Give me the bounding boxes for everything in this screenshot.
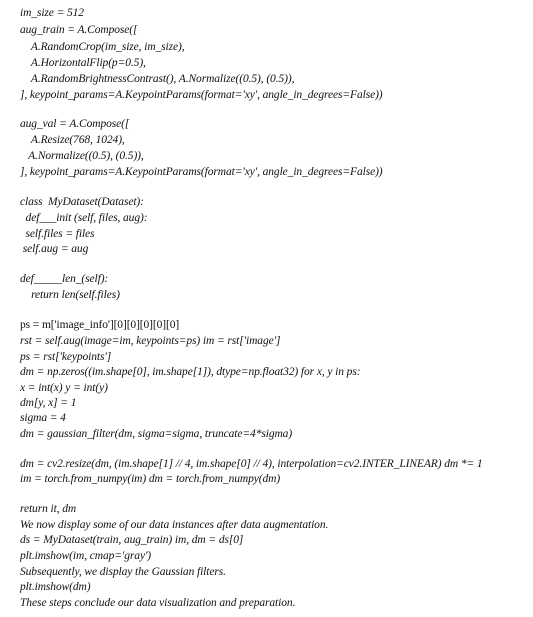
code-line: rst = self.aug(image=im, keypoints=ps) im = rst['image'] bbox=[20, 335, 281, 347]
code-line: plt.imshow(dm) bbox=[20, 581, 91, 593]
prose-line: These steps conclude our data visualization and preparation. bbox=[20, 597, 296, 609]
code-line: A.RandomBrightnessContrast(), A.Normalize((0.5), (0.5)), bbox=[20, 73, 295, 85]
code-line: im = torch.from_numpy(im) dm = torch.from_numpy(dm) bbox=[20, 473, 281, 485]
code-line: self.aug = aug bbox=[20, 243, 89, 255]
prose-line: We now display some of our data instances after data augmentation. bbox=[20, 519, 329, 531]
code-line: A.Normalize((0.5), (0.5)), bbox=[20, 150, 144, 162]
code-line: x = int(x) y = int(y) bbox=[20, 382, 108, 394]
code-line: ps = m['image_info'][0][0][0][0][0] bbox=[20, 319, 180, 331]
code-line: dm = cv2.resize(dm, (im.shape[1] // 4, im.shape[0] // 4), interpolation=cv2.INTER_LINEAR) dm *= 1 bbox=[20, 458, 483, 470]
code-line: def_____len_(self): bbox=[20, 273, 109, 285]
code-line: ds = MyDataset(train, aug_train) im, dm = ds[0] bbox=[20, 534, 244, 546]
code-line: ps = rst['keypoints'] bbox=[20, 351, 112, 363]
code-line: return it, dm bbox=[20, 503, 77, 515]
code-line: dm[y, x] = 1 bbox=[20, 397, 77, 409]
code-line: return len(self.files) bbox=[20, 289, 120, 301]
code-line: A.HorizontalFlip(p=0.5), bbox=[20, 57, 146, 69]
prose-line: Subsequently, we display the Gaussian filters. bbox=[20, 566, 226, 578]
code-line: aug_train = A.Compose([ bbox=[20, 24, 138, 36]
code-line: self.files = files bbox=[20, 228, 95, 240]
code-line: dm = np.zeros((im.shape[0], im.shape[1]), dtype=np.float32) for x, y in ps: bbox=[20, 366, 361, 378]
code-line: plt.imshow(im, cmap='gray') bbox=[20, 550, 152, 562]
code-line: def___init (self, files, aug): bbox=[20, 212, 148, 224]
code-line: ], keypoint_params=A.KeypointParams(format='xy', angle_in_degrees=False)) bbox=[20, 166, 383, 178]
code-line: A.Resize(768, 1024), bbox=[20, 134, 125, 146]
code-line: ], keypoint_params=A.KeypointParams(format='xy', angle_in_degrees=False)) bbox=[20, 89, 383, 101]
code-line: aug_val = A.Compose([ bbox=[20, 118, 130, 130]
code-line: im_size = 512 bbox=[20, 7, 84, 19]
code-line: A.RandomCrop(im_size, im_size), bbox=[20, 41, 185, 53]
code-line: dm = gaussian_filter(dm, sigma=sigma, truncate=4*sigma) bbox=[20, 428, 293, 440]
code-line: sigma = 4 bbox=[20, 412, 66, 424]
code-line: class MyDataset(Dataset): bbox=[20, 196, 144, 208]
